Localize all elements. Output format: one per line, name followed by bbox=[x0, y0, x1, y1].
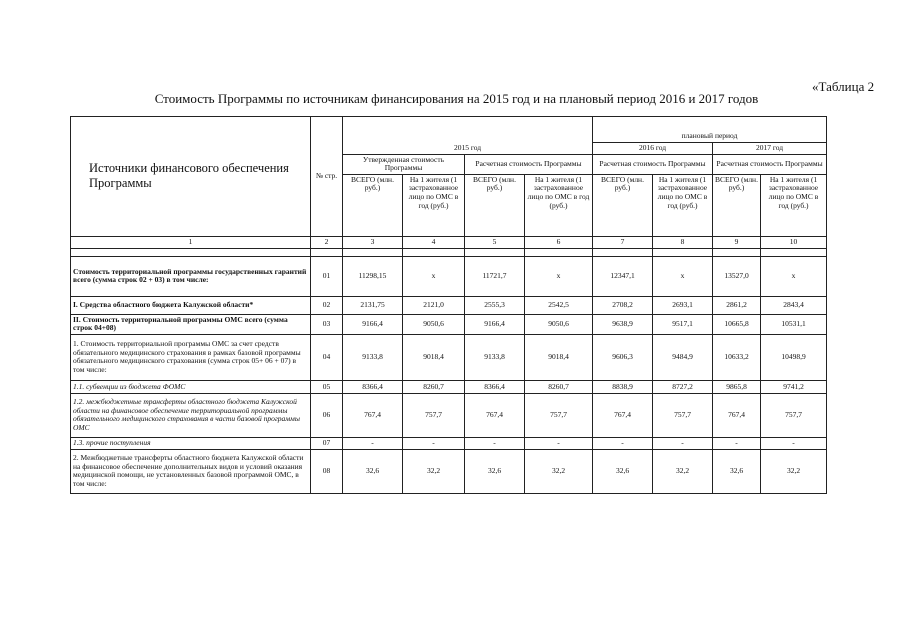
document-title: Стоимость Программы по источникам финансирования на 2015 год и на плановый период 2016 и 2017 годов bbox=[154, 91, 759, 106]
row-label: 1.2. межбюджетные трансферты областного бюджета Калужской области на финансовое обеспечение территориальной программы обязательного медицинского страхования в части базовой программы ОМС bbox=[71, 393, 311, 437]
table-row bbox=[71, 334, 827, 380]
cell-value: 9166,4 bbox=[465, 314, 525, 334]
header-calculated-cost-2017: Расчетная стоимость Программы bbox=[713, 154, 827, 174]
cell-value: 9133,8 bbox=[343, 334, 403, 380]
table-row bbox=[71, 449, 827, 493]
column-number: 4 bbox=[403, 236, 465, 248]
column-number: 10 bbox=[761, 236, 827, 248]
cell-value: 32,6 bbox=[465, 449, 525, 493]
cell-value: 2693,1 bbox=[653, 296, 713, 314]
column-number: 7 bbox=[593, 236, 653, 248]
row-code: 03 bbox=[311, 314, 343, 334]
row-label: 1.1. субвенции из бюджета ФОМС bbox=[71, 380, 311, 393]
header-calculated-cost-2015: Расчетная стоимость Программы bbox=[465, 154, 593, 174]
cell-value: 9741,2 bbox=[761, 380, 827, 393]
cell-value: 10633,2 bbox=[713, 334, 761, 380]
cell-value: 8260,7 bbox=[525, 380, 593, 393]
cell-value: 11298,15 bbox=[343, 256, 403, 296]
cell-value: - bbox=[713, 437, 761, 449]
header-per-resident: На 1 жителя (1 застрахованное лицо по ОМС в год (руб.) bbox=[761, 174, 827, 236]
cell-value: 8727,2 bbox=[653, 380, 713, 393]
header-total: ВСЕГО (млн. руб.) bbox=[713, 174, 761, 236]
table-row bbox=[71, 393, 827, 437]
header-total: ВСЕГО (млн. руб.) bbox=[593, 174, 653, 236]
cell-value: х bbox=[653, 256, 713, 296]
financing-table bbox=[70, 116, 827, 494]
table-number: «Таблица 2 bbox=[812, 79, 875, 94]
table-row bbox=[71, 314, 827, 334]
cell-value: 10498,9 bbox=[761, 334, 827, 380]
cell-value: 9638,9 bbox=[593, 314, 653, 334]
cell-value: 767,4 bbox=[713, 393, 761, 437]
cell-value: 10531,1 bbox=[761, 314, 827, 334]
column-number: 2 bbox=[311, 236, 343, 248]
cell-value: 12347,1 bbox=[593, 256, 653, 296]
header-total: ВСЕГО (млн. руб.) bbox=[343, 174, 403, 236]
cell-value: 2555,3 bbox=[465, 296, 525, 314]
cell-value: 9606,3 bbox=[593, 334, 653, 380]
table-row bbox=[71, 296, 827, 314]
cell-value: - bbox=[653, 437, 713, 449]
table-row bbox=[71, 380, 827, 393]
cell-value: 8838,9 bbox=[593, 380, 653, 393]
row-label: I. Средства областного бюджета Калужской области* bbox=[71, 296, 311, 314]
cell-value: 2708,2 bbox=[593, 296, 653, 314]
header-sources: Источники финансового обеспечения Программы bbox=[71, 117, 311, 237]
cell-value: х bbox=[761, 256, 827, 296]
row-label: 1.3. прочие поступления bbox=[71, 437, 311, 449]
row-code: 06 bbox=[311, 393, 343, 437]
cell-value: 9166,4 bbox=[343, 314, 403, 334]
column-number: 9 bbox=[713, 236, 761, 248]
cell-value: 8366,4 bbox=[343, 380, 403, 393]
cell-value: 32,2 bbox=[403, 449, 465, 493]
cell-value: 8366,4 bbox=[465, 380, 525, 393]
cell-value: - bbox=[525, 437, 593, 449]
row-code: 02 bbox=[311, 296, 343, 314]
cell-value: 13527,0 bbox=[713, 256, 761, 296]
cell-value: 11721,7 bbox=[465, 256, 525, 296]
cell-value: 32,6 bbox=[343, 449, 403, 493]
cell-value: - bbox=[465, 437, 525, 449]
header-total: ВСЕГО (млн. руб.) bbox=[465, 174, 525, 236]
cell-value: - bbox=[403, 437, 465, 449]
row-code: 07 bbox=[311, 437, 343, 449]
cell-value: 32,6 bbox=[713, 449, 761, 493]
cell-value: 32,2 bbox=[653, 449, 713, 493]
row-label: 2. Межбюджетные трансферты областного бюджета Калужской области на финансовое обеспечение дополнительных видов и условий оказания медицинской помощи, не установленных базовой программой ОМС, в том числе: bbox=[71, 449, 311, 493]
cell-value: 9133,8 bbox=[465, 334, 525, 380]
cell-value: 9018,4 bbox=[403, 334, 465, 380]
header-year-2017: 2017 год bbox=[713, 143, 827, 155]
cell-value: 2121,0 bbox=[403, 296, 465, 314]
header-per-resident: На 1 жителя (1 застрахованное лицо по ОМС в год (руб.) bbox=[653, 174, 713, 236]
column-number: 3 bbox=[343, 236, 403, 248]
cell-value: - bbox=[761, 437, 827, 449]
cell-value: 2843,4 bbox=[761, 296, 827, 314]
header-per-resident: На 1 жителя (1 застрахованное лицо по ОМС в год (руб.) bbox=[525, 174, 593, 236]
cell-value: 757,7 bbox=[761, 393, 827, 437]
row-code: 08 bbox=[311, 449, 343, 493]
header-year-2016: 2016 год bbox=[593, 143, 713, 155]
cell-value: 767,4 bbox=[343, 393, 403, 437]
header-calculated-cost-2016: Расчетная стоимость Программы bbox=[593, 154, 713, 174]
table-row bbox=[71, 437, 827, 449]
cell-value: 757,7 bbox=[403, 393, 465, 437]
cell-value: 9050,6 bbox=[403, 314, 465, 334]
header-row-no: № стр. bbox=[311, 117, 343, 237]
row-code: 05 bbox=[311, 380, 343, 393]
cell-value: 8260,7 bbox=[403, 380, 465, 393]
cell-value: 2861,2 bbox=[713, 296, 761, 314]
cell-value: 32,2 bbox=[525, 449, 593, 493]
row-code: 01 bbox=[311, 256, 343, 296]
cell-value: 767,4 bbox=[465, 393, 525, 437]
cell-value: 32,2 bbox=[761, 449, 827, 493]
column-number: 6 bbox=[525, 236, 593, 248]
cell-value: 9865,8 bbox=[713, 380, 761, 393]
cell-value: х bbox=[403, 256, 465, 296]
cell-value: 9517,1 bbox=[653, 314, 713, 334]
cell-value: 2131,75 bbox=[343, 296, 403, 314]
column-number: 8 bbox=[653, 236, 713, 248]
row-code: 04 bbox=[311, 334, 343, 380]
row-label: Стоимость территориальной программы государственных гарантий всего (сумма строк 02 + 03) в том числе: bbox=[71, 256, 311, 296]
cell-value: 32,6 bbox=[593, 449, 653, 493]
cell-value: 757,7 bbox=[653, 393, 713, 437]
row-label: 1. Стоимость территориальной программы ОМС за счет средств обязательного медицинского страхования в рамках базовой программы обязательного медицинского страхования (сумма строк 05+ 06 + 07) в том числе: bbox=[71, 334, 311, 380]
cell-value: - bbox=[593, 437, 653, 449]
header-approved-cost: Утвержденная стоимость Программы bbox=[343, 154, 465, 174]
column-number: 5 bbox=[465, 236, 525, 248]
cell-value: 10665,8 bbox=[713, 314, 761, 334]
cell-value: 9018,4 bbox=[525, 334, 593, 380]
cell-value: 9484,9 bbox=[653, 334, 713, 380]
cell-value: 9050,6 bbox=[525, 314, 593, 334]
cell-value: х bbox=[525, 256, 593, 296]
cell-value: 757,7 bbox=[525, 393, 593, 437]
header-planned-period: плановый период bbox=[593, 117, 827, 143]
row-label: II. Стоимость территориальной программы ОМС всего (сумма строк 04+08) bbox=[71, 314, 311, 334]
column-number: 1 bbox=[71, 236, 311, 248]
header-year-2015: 2015 год bbox=[343, 117, 593, 155]
cell-value: - bbox=[343, 437, 403, 449]
table-row bbox=[71, 256, 827, 296]
header-per-resident: На 1 жителя (1 застрахованное лицо по ОМС в год (руб.) bbox=[403, 174, 465, 236]
cell-value: 2542,5 bbox=[525, 296, 593, 314]
cell-value: 767,4 bbox=[593, 393, 653, 437]
